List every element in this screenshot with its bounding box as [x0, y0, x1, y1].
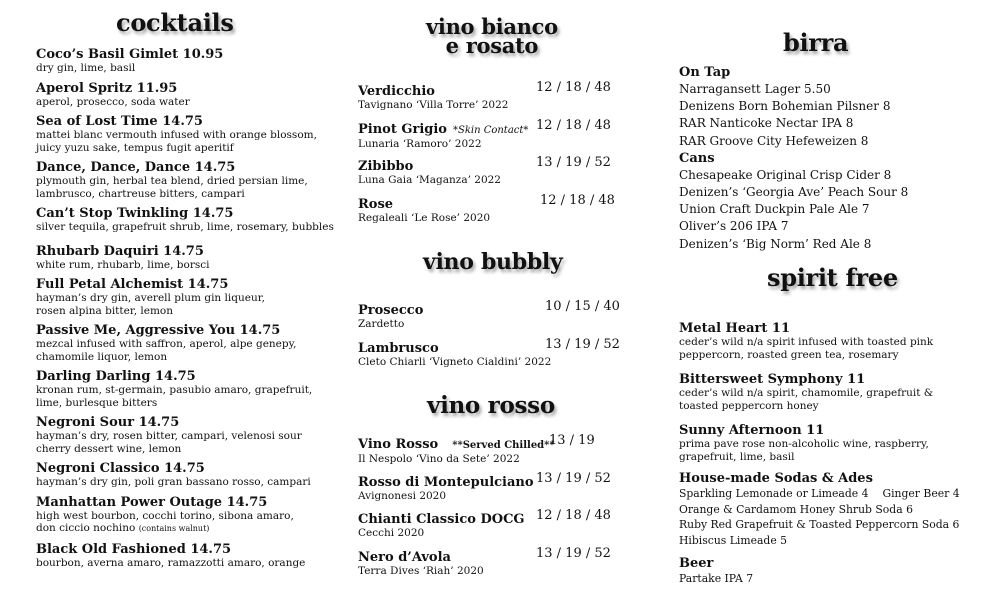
- list-item: Chesapeake Original Crisp Cider 8: [679, 167, 892, 182]
- cocktail-description: mezcal infused with saffron, aperol, alpe genepy,: [36, 338, 297, 350]
- cocktail-description: [36, 522, 351, 536]
- wine-price: 13 / 19 / 52: [536, 545, 611, 561]
- cocktails-list: [36, 47, 351, 575]
- wine-price: 12 / 18 / 48: [536, 80, 611, 95]
- cocktail-name: Full Petal Alchemist 14.75: [36, 277, 229, 292]
- wine-price: 13 / 19 / 52: [545, 336, 620, 352]
- wine-price: 13 / 19 / 52: [536, 155, 611, 170]
- list-item: [36, 160, 351, 200]
- wine-name: Chianti Classico DOCG: [358, 512, 525, 527]
- wine-producer: Cleto Chiarli ‘Vigneto Cialdini’ 2022: [358, 355, 552, 368]
- wine-producer: Avignonesi 2020: [358, 489, 447, 502]
- cocktail-name: Negroni Sour 14.75: [36, 415, 180, 430]
- cocktail-name: Darling Darling 14.75: [36, 369, 196, 384]
- wine-name-text: Pinot Grigio: [358, 121, 447, 137]
- list-item: Partake IPA 7: [679, 572, 754, 585]
- list-item: [36, 114, 351, 154]
- vino-bubbly-list: [358, 299, 623, 374]
- wine-producer: Cecchi 2020: [358, 527, 425, 539]
- list-item: [36, 244, 351, 272]
- cocktail-description: mattei blanc vermouth infused with orange blossom,: [36, 129, 317, 141]
- list-item: RAR Nanticoke Nectar IPA 8: [679, 116, 854, 131]
- vino-bianco-heading-line2: e rosato: [445, 33, 539, 58]
- list-item: Denizen’s ‘Big Norm’ Red Ale 8: [679, 236, 872, 251]
- allergen-note: (contains walnut): [138, 524, 210, 533]
- list-item: [679, 321, 979, 361]
- wine-price: 12 / 18 / 48: [536, 508, 611, 523]
- list-item: RAR Groove City Hefeweizen 8: [679, 133, 869, 148]
- wine-producer: Terra Dives ‘Riah’ 2020: [358, 564, 484, 577]
- wine-producer: Regaleali ‘Le Rose’ 2020: [358, 211, 491, 224]
- drink-description: grapefruit, lime, basil: [679, 450, 795, 463]
- wine-name: Rose: [358, 196, 394, 212]
- cocktail-description: silver tequila, grapefruit shrub, lime, rosemary, bubbles: [36, 221, 334, 233]
- vino-bianco-list: [358, 80, 623, 230]
- on-tap-subheading: On Tap: [679, 65, 731, 80]
- cocktail-name: Black Old Fashioned 14.75: [36, 541, 232, 557]
- soda-item: Sparkling Lemonade or Limeade 4: [679, 487, 869, 500]
- wine-name: Rosso di Montepulciano: [358, 474, 534, 490]
- cocktail-description: aperol, prosecco, soda water: [36, 95, 190, 108]
- cocktail-description: chamomile liquor, lemon: [36, 350, 168, 363]
- spirit-free-list: [679, 321, 979, 587]
- drink-description: peppercorn, roasted green tea, rosemary: [679, 348, 899, 361]
- cocktail-description: bourbon, averna amaro, ramazzotti amaro, orange: [36, 556, 306, 569]
- birra-heading: birra: [783, 28, 849, 57]
- list-item: [358, 337, 623, 375]
- vino-rosso-heading: vino rosso: [427, 392, 555, 419]
- list-item: [358, 471, 623, 509]
- wine-producer: Zardetto: [358, 318, 405, 330]
- cocktail-description: cherry dessert wine, lemon: [36, 442, 182, 455]
- wine-name-text: Vino Rosso: [358, 437, 439, 452]
- cans-subheading: Cans: [679, 150, 715, 166]
- list-item: Denizen’s ‘Georgia Ave’ Peach Sour 8: [679, 185, 909, 200]
- list-item: [358, 546, 623, 584]
- list-item: Hibiscus Limeade 5: [679, 533, 788, 547]
- list-item: [36, 495, 351, 536]
- wine-name: Nero d’Avola: [358, 549, 451, 565]
- cocktail-name: Coco’s Basil Gimlet 10.95: [36, 47, 224, 62]
- wine-producer: Il Nespolo ‘Vino da Sete’ 2022: [358, 453, 520, 465]
- vino-bianco-heading-line1: vino bianco: [426, 14, 558, 39]
- list-item: [36, 47, 351, 75]
- cocktail-description: kronan rum, st-germain, pasubio amaro, grapefruit,: [36, 384, 313, 396]
- wine-price: 12 / 18 / 48: [540, 192, 615, 208]
- drink-description: prima pave rose non-alcoholic wine, raspberry,: [679, 438, 929, 450]
- list-item: [36, 415, 351, 455]
- list-item: [358, 193, 623, 231]
- drink-description: ceder’s wild n/a spirit infused with toasted pink: [679, 336, 934, 348]
- cocktail-name: Negroni Classico 14.75: [36, 461, 205, 476]
- cocktail-description: hayman’s dry gin, poli gran bassano rosso, campari: [36, 476, 311, 488]
- cocktail-description: plymouth gin, herbal tea blend, dried persian lime,: [36, 175, 308, 187]
- vino-bianco-heading: [426, 14, 558, 58]
- list-item: [36, 369, 351, 409]
- drink-name: Metal Heart 11: [679, 321, 791, 336]
- list-item: [358, 433, 623, 471]
- wine-producer: Lunaria ‘Ramoro’ 2022: [358, 137, 482, 150]
- list-item: [36, 81, 351, 109]
- cocktail-description: juicy yuzu sake, tempus fugit aperitif: [36, 141, 234, 154]
- cocktail-description: rosen alpina bitter, lemon: [36, 304, 173, 317]
- wine-name: Zibibbo: [358, 159, 414, 174]
- cocktail-description: white rum, rhubarb, lime, borsci: [36, 258, 210, 271]
- list-item: [36, 461, 351, 489]
- list-item: [36, 542, 351, 570]
- list-item: Orange & Cardamom Honey Shrub Soda 6: [679, 502, 913, 516]
- cocktail-name: Aperol Spritz 11.95: [36, 80, 178, 96]
- list-item: Oliver’s 206 IPA 7: [679, 219, 789, 234]
- list-item: [36, 323, 351, 363]
- drink-name: Sunny Afternoon 11: [679, 423, 825, 438]
- wine-producer: Luna Gaia ‘Maganza’ 2022: [358, 174, 501, 186]
- cocktail-description: lambrusco, chartreuse bitters, campari: [36, 187, 245, 200]
- cocktail-name: Manhattan Power Outage 14.75: [36, 494, 268, 510]
- wine-producer: Tavignano ‘Villa Torre’ 2022: [358, 99, 509, 111]
- wine-price: 13 / 19: [549, 433, 595, 448]
- na-beer-subheading: Beer: [679, 556, 714, 571]
- list-item: [36, 206, 351, 234]
- list-item: Denizens Born Bohemian Pilsner 8: [679, 99, 891, 114]
- cocktail-description: dry gin, lime, basil: [36, 62, 136, 74]
- cocktail-description: hayman’s dry, rosen bitter, campari, velenosi sour: [36, 430, 302, 442]
- wine-name: Verdicchio: [358, 84, 435, 99]
- wine-name: Lambrusco: [358, 340, 439, 356]
- cocktail-name: Sea of Lost Time 14.75: [36, 114, 203, 129]
- list-item: Ruby Red Grapefruit & Toasted Peppercorn Soda 6: [679, 518, 960, 531]
- vino-rosso-list: [358, 433, 623, 583]
- wine-name: [358, 437, 555, 453]
- wine-price: 13 / 19 / 52: [536, 470, 611, 486]
- list-item: [679, 372, 979, 412]
- list-item: [36, 277, 351, 317]
- drink-description: toasted peppercorn honey: [679, 399, 819, 412]
- wine-note: **Served Chilled**: [452, 440, 555, 451]
- birra-list: [679, 65, 979, 253]
- list-item: [358, 118, 623, 156]
- list-item: [679, 423, 979, 463]
- cocktails-heading: cocktails: [116, 8, 234, 37]
- wine-price: 10 / 15 / 40: [545, 299, 620, 314]
- list-item: [358, 155, 623, 193]
- drink-description: ceder’s wild n/a spirit, chamomile, grapefruit &: [679, 387, 934, 399]
- cocktail-name: Rhubarb Daquiri 14.75: [36, 243, 204, 259]
- soda-item: Ginger Beer 4: [882, 487, 960, 500]
- cocktail-name: Can’t Stop Twinkling 14.75: [36, 206, 234, 221]
- cocktail-description: high west bourbon, cocchi torino, sibona amaro,: [36, 509, 294, 522]
- drink-name: Bittersweet Symphony 11: [679, 372, 866, 387]
- wine-name: [358, 122, 528, 138]
- cocktail-description-text: don ciccio nochino: [36, 522, 136, 534]
- list-item: [358, 80, 623, 118]
- cocktail-description: hayman’s dry gin, averell plum gin liqueur,: [36, 292, 265, 304]
- list-item: [358, 508, 623, 546]
- list-item: [358, 299, 623, 337]
- wine-name: Prosecco: [358, 303, 424, 318]
- cocktail-name: Dance, Dance, Dance 14.75: [36, 160, 236, 175]
- list-item: Narragansett Lager 5.50: [679, 82, 831, 96]
- sodas-subheading: House-made Sodas & Ades: [679, 471, 873, 486]
- spirit-free-heading: spirit free: [767, 263, 898, 292]
- cocktail-description: lime, burlesque bitters: [36, 396, 158, 409]
- list-item: [679, 486, 979, 502]
- wine-note: *Skin Contact*: [452, 124, 529, 136]
- vino-bubbly-heading: vino bubbly: [423, 249, 563, 275]
- list-item: Union Craft Duckpin Pale Ale 7: [679, 202, 870, 217]
- cocktail-name: Passive Me, Aggressive You 14.75: [36, 323, 281, 338]
- wine-price: 12 / 18 / 48: [536, 117, 611, 133]
